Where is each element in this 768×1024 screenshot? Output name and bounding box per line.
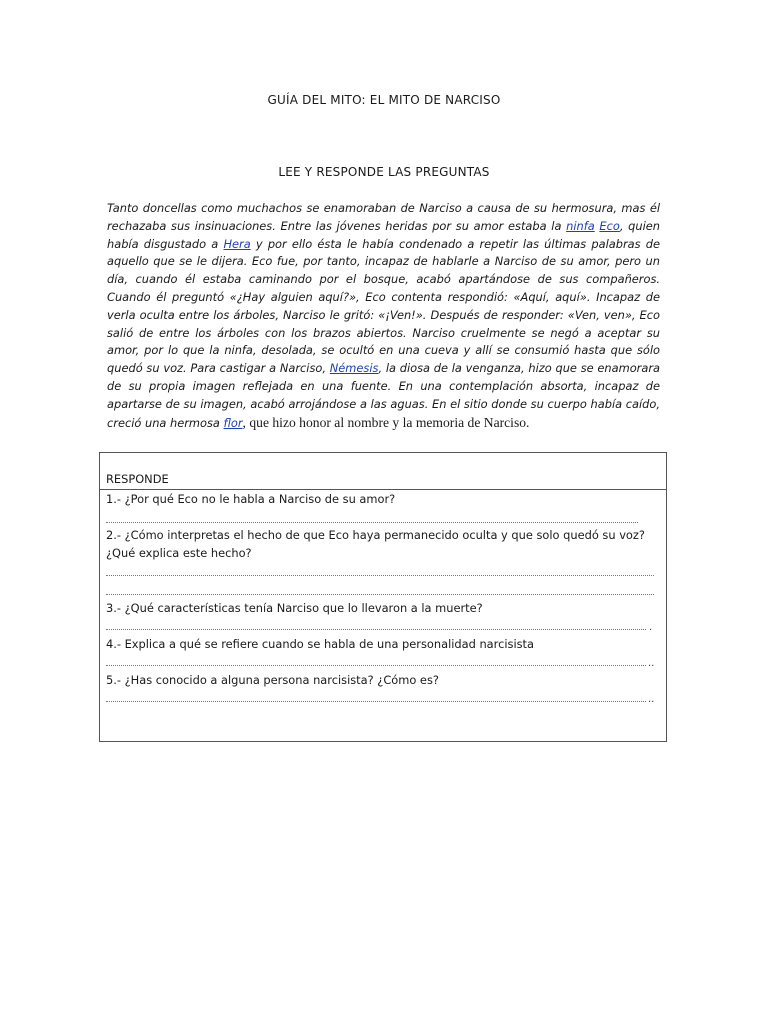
page-title: GUÍA DEL MITO: EL MITO DE NARCISO <box>267 93 501 107</box>
question-4: 4.- Explica a qué se refiere cuando se habla de una personalidad narcisista <box>106 637 534 651</box>
answer-line-1[interactable] <box>106 522 638 523</box>
page-subtitle: LEE Y RESPONDE LAS PREGUNTAS <box>278 165 490 179</box>
question-1: 1.- ¿Por qué Eco no le habla a Narciso de su amor? <box>106 492 396 506</box>
answer-line-2b[interactable] <box>106 594 654 595</box>
myth-text <box>107 200 660 432</box>
story-text-5: , que hizo honor al nombre y la memoria de Narciso. <box>242 414 530 430</box>
answer-line-4[interactable] <box>106 665 646 666</box>
questions-header: RESPONDE <box>106 472 169 486</box>
answer-line-5-end: .. <box>648 694 655 705</box>
answer-line-2a[interactable] <box>106 575 654 576</box>
link-ninfa[interactable]: ninfa <box>566 218 595 233</box>
question-5: 5.- ¿Has conocido a alguna persona narcisista? ¿Cómo es? <box>106 673 439 687</box>
story-text-1: Tanto doncellas como muchachos se enamoraban de Narciso a causa de su hermosura, mas él rechazaba sus insinuaciones. Entre las jóvenes heridas por su amor estaba la <box>107 201 660 233</box>
question-3: 3.- ¿Qué características tenía Narciso que lo llevaron a la muerte? <box>106 601 483 615</box>
link-flor[interactable]: flor <box>223 415 243 430</box>
answer-line-3-end: . <box>649 622 653 633</box>
answer-line-3[interactable] <box>106 629 646 630</box>
link-nemesis[interactable]: Némesis <box>329 361 379 376</box>
questions-box <box>99 452 667 742</box>
link-eco[interactable]: Eco <box>599 218 620 233</box>
story-text-4: , la diosa de la venganza, hizo que se enamorara de su propia imagen reflejada en una fuente. En una contemplación absorta, incapaz de apartarse de su imagen, acabó arrojándose a las aguas. En el sitio donde su cuerpo había caído, creció una hermosa <box>107 361 660 430</box>
link-hera[interactable]: Hera <box>223 236 251 251</box>
answer-line-5[interactable] <box>106 701 646 702</box>
question-2: 2.- ¿Cómo interpretas el hecho de que Eco haya permanecido oculta y que solo quedó su voz? ¿Qué explica este hecho? <box>106 528 645 560</box>
story-text-2: , quien había disgustado a <box>107 218 660 251</box>
answer-line-4-end: .. <box>648 658 655 669</box>
story-text-3: y por ello ésta le había condenado a repetir las últimas palabras de aquello que se le dijera. Eco fue, por tanto, incapaz de hablarle a Narciso de su amor, pero un día, cuando él estaba caminando por el bosque, acabó apartándose de sus compañeros. Cuando él preguntó «¿Hay alguien aquí?», Eco contenta respondió: «Aquí, aquí». Incapaz de verla oculta entre los árboles, Narciso le gritó: «¡Ven!». Después de responder: «Ven, ven», Eco salió de entre los árboles con los brazos abiertos. Narciso cruelmente se negó a aceptar su amor, por lo que la ninfa, desolada, se ocultó en una cueva y allí se consumió hasta que sólo quedó su voz. Para castigar a Narciso, <box>107 236 660 376</box>
